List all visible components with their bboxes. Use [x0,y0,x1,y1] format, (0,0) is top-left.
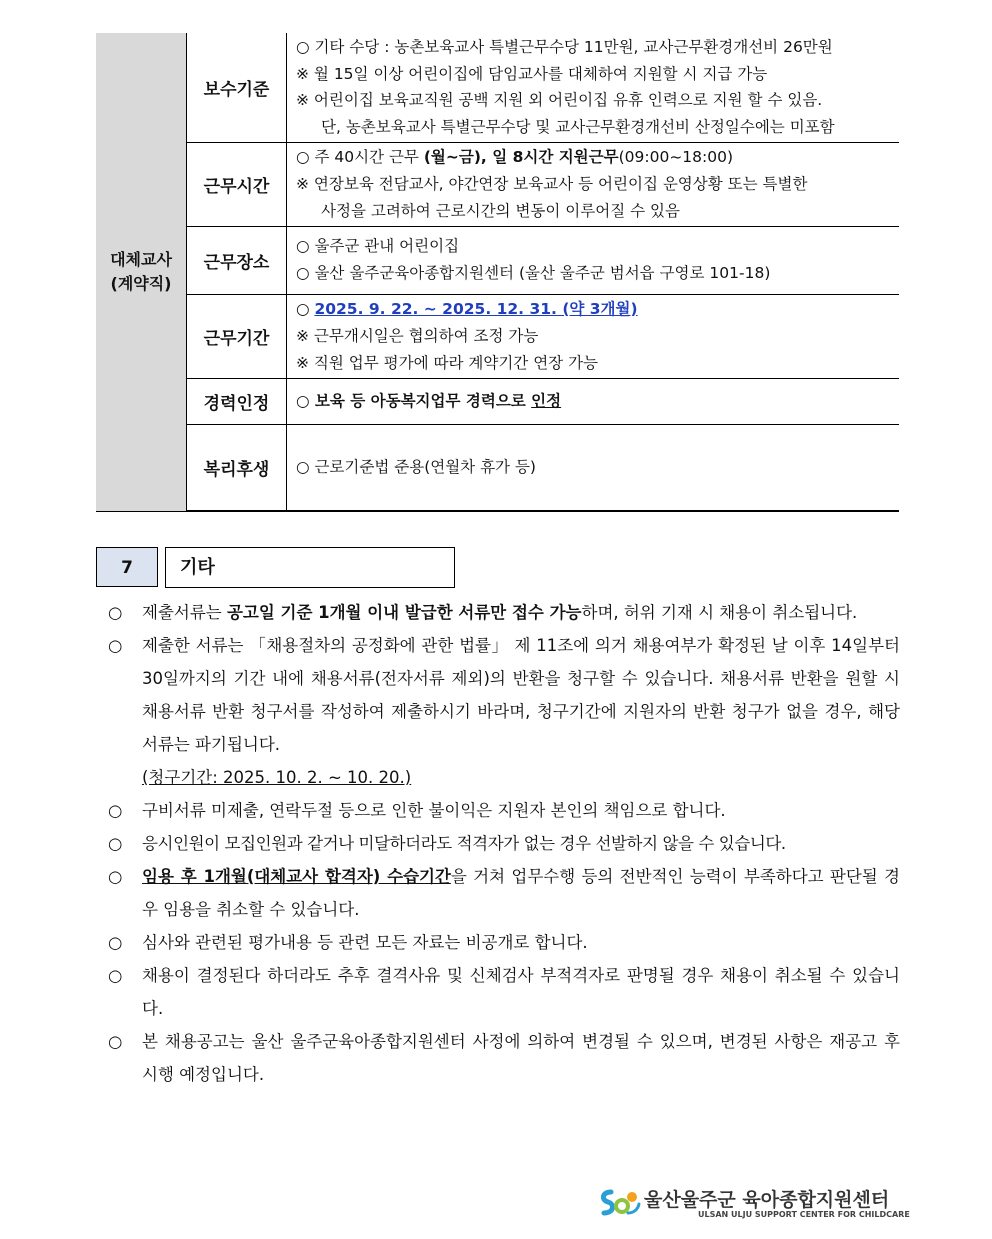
work-hours-content [287,142,900,226]
circle-bullet-icon: ○ [108,933,123,952]
note-text [142,629,900,794]
note-item [108,794,900,827]
work-place-content [287,226,900,294]
hours-bold-text: (월~금), 일 8시간 지원근무 [423,147,619,166]
pay-line-2: ※ 월 15일 이상 어린이집에 담임교사를 대체하여 지원할 시 지급 가능 [296,64,768,83]
career-underlined: 인정 [531,391,562,410]
row-label-pay: 보수기준 [187,33,287,142]
category-cell [96,33,187,511]
note-text: 본 채용공고는 울산 울주군육아종합지원센터 사정에 의하여 변경될 수 있으며, 변경된 사항은 재공고 후 시행 예정입니다. [142,1032,900,1084]
circle-bullet-icon: ○ [108,603,123,622]
note-text [142,860,900,926]
center-logo-icon [598,1187,642,1221]
note-item [108,596,900,629]
note-text: 구비서류 미제출, 연락두절 등으로 인한 불이익은 지원자 본인의 책임으로 합니다. [142,801,726,820]
note-1-post: 하며, 허위 기재 시 채용이 취소됩니다. [581,603,858,622]
pay-line-3: ※ 어린이집 보육교직원 공백 지원 외 어린이집 유휴 인력으로 지원 할 수 있음. [296,91,823,110]
center-name-korean: 울산울주군 육아종합지원센터 [644,1189,890,1211]
circle-bullet-icon: ○ [108,636,123,655]
place-line-2: ○ 울산 울주군육아종합지원센터 (울산 울주군 범서읍 구영로 101-18) [296,264,771,282]
pay-line-1: ○ 기타 수당 : 농촌보육교사 특별근무수당 11만원, 교사근무환경개선비 26만원 [296,38,833,57]
category-label: 대체교사 (계약직) [110,249,172,293]
note-2-text: 제출한 서류는 「채용절차의 공정화에 관한 법률」 제 11조에 의거 채용여부가 확정된 날 이후 14일부터 30일까지의 기간 내에 채용서류(전자서류 제외)의 반환을 청구할 수 있습니다. 채용서류 반환을 원할 시 채용서류 반환 청구서를 작성하여 제출하시기 바라며, 청구기간에 지원자의 반환 청구가 없을 경우, 해당 서류는 파기됩니다. [142,636,900,754]
note-text: 심사와 관련된 평가내용 등 관련 모든 자료는 비공개로 합니다. [142,933,588,952]
welfare-content [287,424,900,511]
career-text: ○ 보육 등 아동복지업무 경력으로 [296,391,532,410]
center-name-english: ULSAN ULJU SUPPORT CENTER FOR CHILDCARE [698,1210,910,1219]
period-line-3: ※ 직원 업무 평가에 따라 계약기간 연장 가능 [296,353,599,372]
row-label-place: 근무장소 [187,226,287,294]
note-text [142,596,900,629]
hours-line-1 [296,144,895,171]
note-1-bold: 공고일 기준 1개월 이내 발급한 서류만 접수 가능 [226,603,582,622]
note-5-bold: 임용 후 1개월(대체교사 합격자) 수습기간 [142,867,451,886]
row-label-career: 경력인정 [187,378,287,424]
row-label-period: 근무기간 [187,294,287,378]
notes-list [108,596,900,1091]
hours-time: (09:00~18:00) [618,147,734,166]
pay-standard-content [287,33,900,142]
career-content [287,378,900,424]
welfare-line: ○ 근로기준법 준용(연월차 휴가 등) [296,457,536,476]
period-dates: 2025. 9. 22. ~ 2025. 12. 31. (약 3개월) [314,299,638,318]
hours-text: ○ 주 40시간 근무 [296,147,424,166]
center-logo [598,1185,910,1223]
note-5-post: 을 거쳐 업무수행 등의 전반적인 능력이 부족하다고 판단될 경우 임용을 취소할 수 있습니다. [142,867,900,919]
note-item [108,1025,900,1091]
period-marker: ○ [296,299,315,318]
hours-line-3: 사정을 고려하여 근로시간의 변동이 이루어질 수 있음 [321,201,680,220]
note-2-period: (청구기간: 2025. 10. 2. ~ 10. 20.) [142,768,412,787]
hours-line-2: ※ 연장보육 전담교사, 야간연장 보육교사 등 어린이집 운영상황 또는 특별한 [296,174,808,193]
note-item [108,860,900,926]
circle-bullet-icon: ○ [108,1032,123,1051]
note-item [108,926,900,959]
row-label-welfare: 복리후생 [187,424,287,511]
circle-bullet-icon: ○ [108,966,123,985]
section-title: 기타 [165,547,455,588]
note-text: 채용이 결정된다 하더라도 추후 결격사유 및 신체검사 부적격자로 판명될 경우 채용이 취소될 수 있습니다. [142,966,900,1018]
note-item [108,959,900,1025]
note-1-pre: 제출서류는 [142,603,227,622]
section-number: 7 [96,547,158,587]
period-line-2: ※ 근무개시일은 협의하여 조정 가능 [296,326,539,345]
career-line [296,388,895,415]
work-period-content [287,294,900,378]
note-item [108,827,900,860]
circle-bullet-icon: ○ [108,801,123,820]
period-line-1 [296,296,895,323]
employment-conditions-table [96,33,899,512]
place-line-1: ○ 울주군 관내 어린이집 [296,237,460,255]
circle-bullet-icon: ○ [108,867,123,886]
circle-bullet-icon: ○ [108,834,123,853]
note-text: 응시인원이 모집인원과 같거나 미달하더라도 적격자가 없는 경우 선발하지 않을 수 있습니다. [142,834,786,853]
row-label-hours: 근무시간 [187,142,287,226]
pay-line-4: 단, 농촌보육교사 특별근무수당 및 교사근무환경개선비 산정일수에는 미포함 [321,117,835,136]
note-item [108,629,900,794]
